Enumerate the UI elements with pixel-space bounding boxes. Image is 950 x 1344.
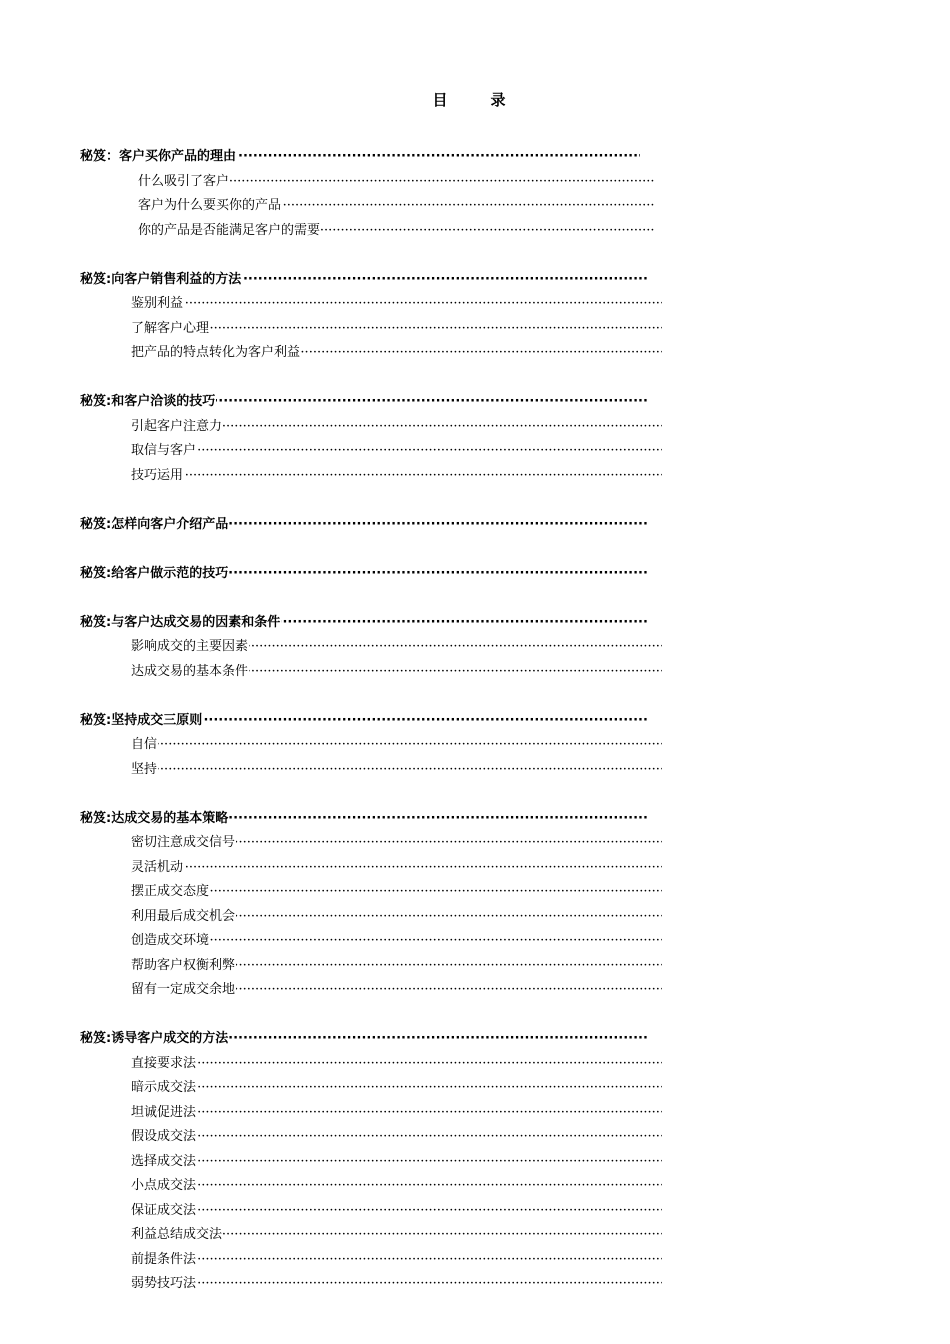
toc-subsection-entry[interactable] xyxy=(131,858,662,878)
toc-entry-label: 前提条件法 xyxy=(131,1252,197,1267)
toc-entry-label: 小点成交法 xyxy=(131,1178,197,1193)
toc-entry-label: 达成交易的基本条件 xyxy=(131,664,249,679)
dot-leader xyxy=(131,882,662,902)
toc-subsection-entry[interactable] xyxy=(131,294,662,314)
dot-leader xyxy=(131,1078,662,1098)
dot-leader xyxy=(131,294,662,314)
toc-entry-label: 帮助客户权衡利弊 xyxy=(131,958,236,973)
toc-subsection-entry[interactable] xyxy=(131,662,662,682)
toc-entry-label: 了解客户心理 xyxy=(131,321,210,336)
toc-subsection-entry[interactable] xyxy=(131,956,662,976)
toc-entry-label: 秘笈:坚持成交三原则 xyxy=(80,713,203,728)
toc-subsection-entry[interactable] xyxy=(131,1225,662,1245)
dot-leader xyxy=(131,1127,662,1147)
toc-subsection-entry[interactable] xyxy=(131,637,662,657)
toc-entry-label: 选择成交法 xyxy=(131,1154,197,1169)
toc-entry-label: 秘笈:给客户做示范的技巧 xyxy=(80,566,229,581)
toc-subsection-entry[interactable] xyxy=(131,417,662,437)
toc-entry-label: 技巧运用 xyxy=(131,468,184,483)
toc-subsection-entry[interactable] xyxy=(131,343,662,363)
toc-section-entry[interactable] xyxy=(80,392,648,412)
toc-subsection-entry[interactable] xyxy=(131,441,662,461)
toc-entry-label: 留有一定成交余地 xyxy=(131,982,236,997)
toc-section-entry[interactable] xyxy=(80,711,648,731)
toc-entry-label: 秘笈:向客户销售利益的方法 xyxy=(80,272,242,287)
dot-leader xyxy=(131,1152,662,1172)
toc-entry-label: 秘笈：客户买你产品的理由 xyxy=(80,149,237,164)
toc-entry-label: 影响成交的主要因素 xyxy=(131,639,249,654)
toc-entry-label: 自信 xyxy=(131,737,158,752)
toc-entry-label: 利益总结成交法 xyxy=(131,1227,223,1242)
toc-subsection-entry[interactable] xyxy=(131,466,662,486)
toc-entry-label: 取信与客户 xyxy=(131,443,197,458)
toc-section-entry[interactable] xyxy=(80,809,648,829)
toc-subsection-entry[interactable] xyxy=(131,735,662,755)
dot-leader xyxy=(131,1054,662,1074)
toc-entry-label: 坚持 xyxy=(131,762,158,777)
toc-entry-label: 保证成交法 xyxy=(131,1203,197,1218)
toc-section-entry[interactable] xyxy=(80,147,640,167)
dot-leader xyxy=(131,319,662,339)
toc-entry-label: 引起客户注意力 xyxy=(131,419,223,434)
toc-entry-label: 弱势技巧法 xyxy=(131,1276,197,1291)
toc-entry-label: 秘笈:怎样向客户介绍产品 xyxy=(80,517,229,532)
toc-subsection-entry[interactable] xyxy=(131,833,662,853)
toc-section-entry[interactable] xyxy=(80,515,648,535)
toc-section-entry[interactable] xyxy=(80,270,648,290)
page-title: 目 录 xyxy=(432,91,520,109)
dot-leader xyxy=(131,1274,662,1294)
toc-entry-label: 密切注意成交信号 xyxy=(131,835,236,850)
toc-subsection-entry[interactable] xyxy=(131,1152,662,1172)
toc-entry-label: 秘笈:与客户达成交易的因素和条件 xyxy=(80,615,281,630)
toc-entry-label: 暗示成交法 xyxy=(131,1080,197,1095)
toc-entry-label: 创造成交环境 xyxy=(131,933,210,948)
toc-subsection-entry[interactable] xyxy=(131,1127,662,1147)
dot-leader xyxy=(131,1176,662,1196)
toc-subsection-entry[interactable] xyxy=(138,196,655,216)
dot-leader xyxy=(131,931,662,951)
dot-leader xyxy=(131,735,662,755)
toc-entry-label: 秘笈:和客户洽谈的技巧 xyxy=(80,394,216,409)
dot-leader xyxy=(131,858,662,878)
toc-subsection-entry[interactable] xyxy=(131,1103,662,1123)
dot-leader xyxy=(131,466,662,486)
toc-entry-label: 把产品的特点转化为客户利益 xyxy=(131,345,301,360)
toc-entry-label: 假设成交法 xyxy=(131,1129,197,1144)
dot-leader xyxy=(131,441,662,461)
toc-entry-label: 秘笈:诱导客户成交的方法 xyxy=(80,1031,229,1046)
toc-subsection-entry[interactable] xyxy=(131,1201,662,1221)
toc-entry-label: 什么吸引了客户 xyxy=(138,174,230,189)
toc-subsection-entry[interactable] xyxy=(131,319,662,339)
toc-subsection-entry[interactable] xyxy=(131,1078,662,1098)
toc-subsection-entry[interactable] xyxy=(131,1176,662,1196)
toc-section-entry[interactable] xyxy=(80,1029,648,1049)
toc-subsection-entry[interactable] xyxy=(131,1250,662,1270)
toc-subsection-entry[interactable] xyxy=(131,1274,662,1294)
toc-entry-label: 鉴别利益 xyxy=(131,296,184,311)
toc-entry-label: 利用最后成交机会 xyxy=(131,909,236,924)
toc-entry-label: 摆正成交态度 xyxy=(131,884,210,899)
dot-leader xyxy=(131,760,662,780)
toc-section-entry[interactable] xyxy=(80,613,648,633)
toc-subsection-entry[interactable] xyxy=(131,931,662,951)
toc-section-entry[interactable] xyxy=(80,564,648,584)
toc-subsection-entry[interactable] xyxy=(138,172,655,192)
dot-leader xyxy=(131,1201,662,1221)
toc-entry-label: 直接要求法 xyxy=(131,1056,197,1071)
toc-entry-label: 坦诚促进法 xyxy=(131,1105,197,1120)
toc-subsection-entry[interactable] xyxy=(138,221,655,241)
dot-leader xyxy=(131,1103,662,1123)
toc-entry-label: 秘笈:达成交易的基本策略 xyxy=(80,811,229,826)
toc-subsection-entry[interactable] xyxy=(131,980,662,1000)
toc-entry-label: 你的产品是否能满足客户的需要 xyxy=(138,223,321,238)
toc-subsection-entry[interactable] xyxy=(131,760,662,780)
toc-subsection-entry[interactable] xyxy=(131,907,662,927)
toc-subsection-entry[interactable] xyxy=(131,1054,662,1074)
dot-leader xyxy=(131,1250,662,1270)
toc-entry-label: 客户为什么要买你的产品 xyxy=(138,198,282,213)
toc-subsection-entry[interactable] xyxy=(131,882,662,902)
toc-entry-label: 灵活机动 xyxy=(131,860,184,875)
